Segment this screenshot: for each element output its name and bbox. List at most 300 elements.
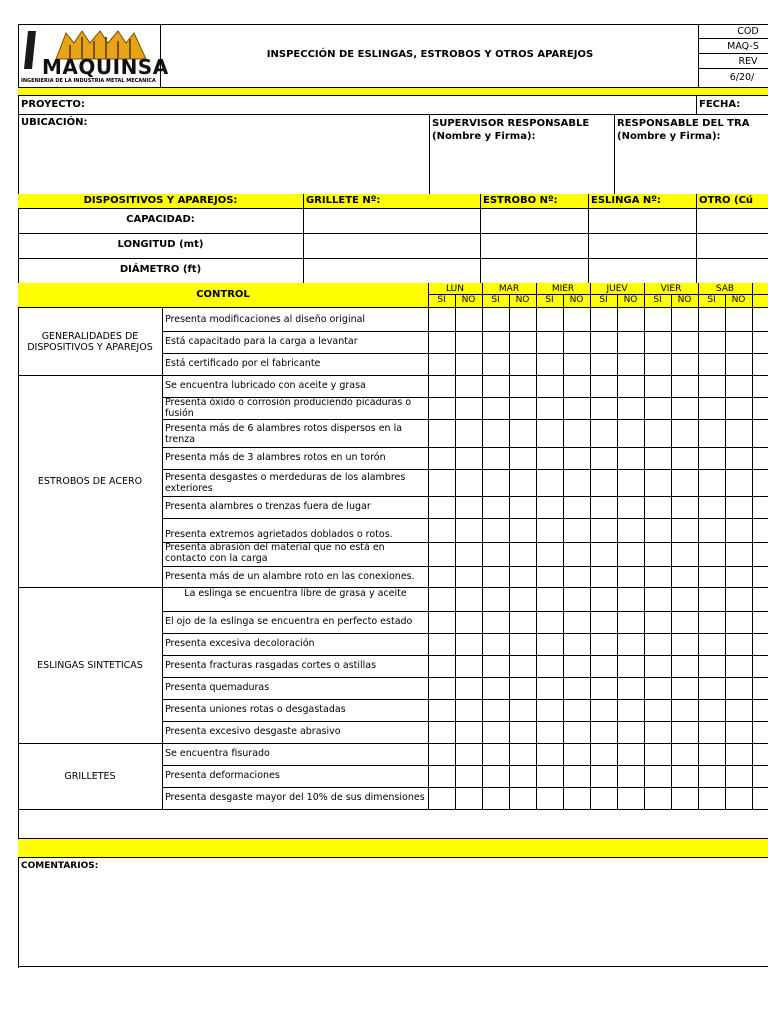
check-no-cell[interactable] (671, 496, 698, 518)
check-no-cell[interactable] (671, 331, 698, 353)
check-si-cell[interactable] (428, 496, 455, 518)
check-no-cell[interactable] (509, 447, 536, 469)
check-no-cell[interactable] (509, 721, 536, 743)
check-si-cell[interactable] (482, 542, 509, 566)
check-si-cell[interactable] (590, 469, 617, 496)
check-si-cell[interactable] (644, 721, 671, 743)
check-no-cell[interactable] (509, 518, 536, 542)
check-si-cell[interactable] (482, 353, 509, 375)
check-si-cell[interactable] (644, 787, 671, 809)
check-si-cell[interactable] (428, 469, 455, 496)
check-si-cell[interactable] (428, 743, 455, 765)
check-no-cell[interactable] (725, 469, 752, 496)
check-no-cell[interactable] (455, 518, 482, 542)
check-si-cell[interactable] (698, 397, 725, 419)
check-si-cell[interactable] (698, 331, 725, 353)
check-no-cell[interactable] (617, 655, 644, 677)
check-no-cell[interactable] (563, 353, 590, 375)
check-no-cell[interactable] (455, 633, 482, 655)
check-si-cell[interactable] (698, 655, 725, 677)
check-si-cell[interactable] (644, 611, 671, 633)
check-si-cell[interactable] (536, 375, 563, 397)
check-si-cell[interactable] (698, 566, 725, 587)
check-no-cell[interactable] (455, 566, 482, 587)
check-si-cell[interactable] (590, 419, 617, 447)
check-si-cell[interactable] (536, 677, 563, 699)
check-no-cell[interactable] (617, 721, 644, 743)
check-si-cell[interactable] (698, 309, 725, 331)
check-si-cell[interactable] (698, 743, 725, 765)
check-no-cell[interactable] (725, 677, 752, 699)
check-no-cell[interactable] (671, 699, 698, 721)
check-no-cell[interactable] (509, 611, 536, 633)
check-si-cell[interactable] (482, 787, 509, 809)
check-si-cell[interactable] (428, 566, 455, 587)
check-no-cell[interactable] (671, 542, 698, 566)
check-si-cell[interactable] (536, 331, 563, 353)
check-si-cell[interactable] (644, 419, 671, 447)
check-no-cell[interactable] (563, 633, 590, 655)
check-no-cell[interactable] (563, 611, 590, 633)
check-no-cell[interactable] (725, 743, 752, 765)
check-no-cell[interactable] (725, 611, 752, 633)
check-no-cell[interactable] (671, 375, 698, 397)
check-no-cell[interactable] (671, 611, 698, 633)
check-no-cell[interactable] (563, 518, 590, 542)
check-si-cell[interactable] (590, 611, 617, 633)
check-no-cell[interactable] (563, 587, 590, 611)
check-no-cell[interactable] (455, 611, 482, 633)
check-no-cell[interactable] (725, 397, 752, 419)
check-si-cell[interactable] (536, 699, 563, 721)
check-no-cell[interactable] (563, 375, 590, 397)
check-no-cell[interactable] (617, 496, 644, 518)
check-no-cell[interactable] (563, 765, 590, 787)
check-si-cell[interactable] (644, 447, 671, 469)
check-no-cell[interactable] (725, 542, 752, 566)
check-no-cell[interactable] (671, 447, 698, 469)
day-header-mier: MIER (551, 284, 575, 294)
check-si-cell[interactable] (482, 419, 509, 447)
check-no-cell[interactable] (563, 447, 590, 469)
check-no-cell[interactable] (671, 721, 698, 743)
check-si-cell[interactable] (590, 566, 617, 587)
check-si-cell[interactable] (428, 375, 455, 397)
check-no-cell[interactable] (509, 469, 536, 496)
check-no-cell[interactable] (617, 587, 644, 611)
check-no-cell[interactable] (671, 787, 698, 809)
no-header: NO (677, 295, 692, 305)
check-no-cell[interactable] (671, 566, 698, 587)
check-si-cell[interactable] (698, 518, 725, 542)
check-si-cell[interactable] (536, 587, 563, 611)
check-si-cell[interactable] (698, 375, 725, 397)
check-si-cell[interactable] (644, 353, 671, 375)
day-header-lun: LUN (446, 284, 464, 294)
check-no-cell[interactable] (725, 419, 752, 447)
check-no-cell[interactable] (671, 587, 698, 611)
check-si-cell[interactable] (590, 542, 617, 566)
check-no-cell[interactable] (509, 309, 536, 331)
check-si-cell[interactable] (698, 787, 725, 809)
check-no-cell[interactable] (671, 743, 698, 765)
check-no-cell[interactable] (509, 633, 536, 655)
check-si-cell[interactable] (644, 743, 671, 765)
check-no-cell[interactable] (671, 518, 698, 542)
check-no-cell[interactable] (509, 655, 536, 677)
si-header: SI (599, 295, 608, 305)
control-item-label: Presenta óxido o corrosión produciendo picaduras o fusión (165, 397, 412, 419)
check-si-cell[interactable] (428, 518, 455, 542)
check-si-cell[interactable] (482, 677, 509, 699)
check-si-cell[interactable] (428, 542, 455, 566)
check-si-cell[interactable] (536, 469, 563, 496)
check-si-cell[interactable] (536, 419, 563, 447)
check-no-cell[interactable] (725, 655, 752, 677)
check-si-cell[interactable] (482, 633, 509, 655)
check-si-cell[interactable] (590, 331, 617, 353)
check-no-cell[interactable] (671, 353, 698, 375)
check-si-cell[interactable] (644, 375, 671, 397)
check-si-cell[interactable] (428, 633, 455, 655)
company-logo (20, 25, 169, 87)
check-no-cell[interactable] (725, 765, 752, 787)
check-no-cell[interactable] (617, 397, 644, 419)
check-no-cell[interactable] (509, 397, 536, 419)
check-no-cell[interactable] (671, 677, 698, 699)
check-no-cell[interactable] (509, 375, 536, 397)
check-si-cell[interactable] (482, 447, 509, 469)
check-no-cell[interactable] (509, 566, 536, 587)
check-no-cell[interactable] (617, 353, 644, 375)
check-si-cell[interactable] (644, 496, 671, 518)
check-no-cell[interactable] (725, 699, 752, 721)
check-si-cell[interactable] (698, 542, 725, 566)
control-item-label: Presenta deformaciones (165, 770, 280, 781)
check-si-cell[interactable] (536, 787, 563, 809)
check-no-cell[interactable] (563, 469, 590, 496)
proyecto-label: PROYECTO: (21, 99, 85, 110)
check-no-cell[interactable] (617, 309, 644, 331)
check-si-cell[interactable] (428, 721, 455, 743)
check-no-cell[interactable] (563, 677, 590, 699)
device-row-diametro: DIÁMETRO (ft) (119, 264, 202, 275)
no-header: NO (623, 295, 638, 305)
check-no-cell[interactable] (563, 309, 590, 331)
group-label: GRILLETES (64, 770, 116, 782)
check-si-cell[interactable] (482, 765, 509, 787)
check-no-cell[interactable] (455, 765, 482, 787)
check-si-cell[interactable] (644, 331, 671, 353)
check-no-cell[interactable] (563, 566, 590, 587)
check-no-cell[interactable] (617, 699, 644, 721)
check-si-cell[interactable] (644, 655, 671, 677)
check-no-cell[interactable] (563, 419, 590, 447)
check-no-cell[interactable] (725, 633, 752, 655)
check-no-cell[interactable] (455, 419, 482, 447)
check-si-cell[interactable] (536, 655, 563, 677)
check-no-cell[interactable] (617, 611, 644, 633)
check-no-cell[interactable] (617, 633, 644, 655)
check-no-cell[interactable] (509, 353, 536, 375)
check-no-cell[interactable] (725, 496, 752, 518)
check-si-cell[interactable] (590, 447, 617, 469)
check-si-cell[interactable] (482, 309, 509, 331)
check-no-cell[interactable] (671, 309, 698, 331)
check-si-cell[interactable] (590, 353, 617, 375)
check-si-cell[interactable] (482, 566, 509, 587)
check-si-cell[interactable] (536, 765, 563, 787)
check-no-cell[interactable] (617, 469, 644, 496)
check-si-cell[interactable] (536, 611, 563, 633)
check-si-cell[interactable] (428, 699, 455, 721)
check-no-cell[interactable] (509, 787, 536, 809)
check-si-cell[interactable] (536, 353, 563, 375)
check-no-cell[interactable] (671, 765, 698, 787)
check-si-cell[interactable] (536, 566, 563, 587)
check-si-cell[interactable] (428, 447, 455, 469)
check-si-cell[interactable] (536, 721, 563, 743)
check-si-cell[interactable] (482, 469, 509, 496)
check-si-cell[interactable] (590, 765, 617, 787)
check-no-cell[interactable] (455, 699, 482, 721)
check-no-cell[interactable] (455, 496, 482, 518)
check-si-cell[interactable] (644, 469, 671, 496)
check-si-cell[interactable] (428, 419, 455, 447)
si-header: SI (545, 295, 554, 305)
check-si-cell[interactable] (698, 633, 725, 655)
check-no-cell[interactable] (725, 331, 752, 353)
check-si-cell[interactable] (536, 743, 563, 765)
check-si-cell[interactable] (644, 566, 671, 587)
check-no-cell[interactable] (509, 587, 536, 611)
check-si-cell[interactable] (590, 743, 617, 765)
check-si-cell[interactable] (428, 309, 455, 331)
control-item-label: Presenta desgastes o merdeduras de los alambres exteriores (165, 472, 406, 494)
check-no-cell[interactable] (509, 496, 536, 518)
check-no-cell[interactable] (563, 331, 590, 353)
check-no-cell[interactable] (617, 566, 644, 587)
control-item-label: Presenta excesivo desgaste abrasivo (165, 726, 341, 737)
control-item-label: La eslinga se encuentra libre de grasa y aceite (184, 588, 407, 599)
check-no-cell[interactable] (509, 677, 536, 699)
check-no-cell[interactable] (725, 587, 752, 611)
check-si-cell[interactable] (644, 518, 671, 542)
check-no-cell[interactable] (725, 518, 752, 542)
code-line: COD (737, 26, 759, 37)
si-header: SI (653, 295, 662, 305)
check-no-cell[interactable] (455, 397, 482, 419)
check-si-cell[interactable] (644, 309, 671, 331)
check-no-cell[interactable] (455, 787, 482, 809)
check-no-cell[interactable] (509, 699, 536, 721)
check-no-cell[interactable] (617, 542, 644, 566)
check-si-cell[interactable] (482, 611, 509, 633)
check-si-cell[interactable] (536, 397, 563, 419)
check-si-cell[interactable] (644, 397, 671, 419)
check-si-cell[interactable] (536, 542, 563, 566)
check-si-cell[interactable] (698, 587, 725, 611)
code-line: REV (738, 56, 758, 67)
check-no-cell[interactable] (617, 447, 644, 469)
check-no-cell[interactable] (671, 633, 698, 655)
check-si-cell[interactable] (698, 353, 725, 375)
check-si-cell[interactable] (482, 375, 509, 397)
check-si-cell[interactable] (482, 699, 509, 721)
check-si-cell[interactable] (482, 743, 509, 765)
check-no-cell[interactable] (617, 743, 644, 765)
check-no-cell[interactable] (509, 331, 536, 353)
check-no-cell[interactable] (563, 542, 590, 566)
check-no-cell[interactable] (725, 353, 752, 375)
check-si-cell[interactable] (428, 787, 455, 809)
check-no-cell[interactable] (563, 787, 590, 809)
check-si-cell[interactable] (482, 721, 509, 743)
check-si-cell[interactable] (482, 397, 509, 419)
check-no-cell[interactable] (725, 447, 752, 469)
control-item-label: Presenta más de 6 alambres rotos dispersos en la trenza (165, 423, 403, 445)
check-no-cell[interactable] (455, 743, 482, 765)
form-title: INSPECCIÓN DE ESLINGAS, ESTROBOS Y OTROS APAREJOS (266, 49, 594, 60)
check-si-cell[interactable] (536, 633, 563, 655)
check-si-cell[interactable] (590, 721, 617, 743)
check-no-cell[interactable] (563, 397, 590, 419)
check-no-cell[interactable] (725, 309, 752, 331)
check-no-cell[interactable] (563, 721, 590, 743)
check-no-cell[interactable] (455, 655, 482, 677)
check-no-cell[interactable] (617, 765, 644, 787)
check-no-cell[interactable] (509, 419, 536, 447)
check-no-cell[interactable] (725, 721, 752, 743)
control-item-label: Presenta quemaduras (165, 682, 270, 693)
responsable-label: RESPONSABLE DEL TRA (Nombre y Firma): (617, 118, 750, 142)
check-no-cell[interactable] (671, 655, 698, 677)
check-no-cell[interactable] (725, 787, 752, 809)
check-si-cell[interactable] (698, 765, 725, 787)
check-no-cell[interactable] (563, 496, 590, 518)
check-si-cell[interactable] (428, 611, 455, 633)
check-no-cell[interactable] (455, 587, 482, 611)
check-si-cell[interactable] (428, 677, 455, 699)
check-no-cell[interactable] (617, 419, 644, 447)
check-no-cell[interactable] (671, 469, 698, 496)
check-si-cell[interactable] (482, 496, 509, 518)
check-no-cell[interactable] (671, 419, 698, 447)
control-item-label: Presenta excesiva decoloración (165, 638, 315, 649)
si-header: SI (491, 295, 500, 305)
check-si-cell[interactable] (644, 587, 671, 611)
check-no-cell[interactable] (671, 397, 698, 419)
check-no-cell[interactable] (617, 331, 644, 353)
check-si-cell[interactable] (590, 375, 617, 397)
check-no-cell[interactable] (563, 743, 590, 765)
check-si-cell[interactable] (536, 518, 563, 542)
check-no-cell[interactable] (455, 677, 482, 699)
check-si-cell[interactable] (590, 309, 617, 331)
check-si-cell[interactable] (590, 633, 617, 655)
check-si-cell[interactable] (536, 447, 563, 469)
check-no-cell[interactable] (455, 447, 482, 469)
check-no-cell[interactable] (617, 677, 644, 699)
check-si-cell[interactable] (698, 419, 725, 447)
control-item-label: Presenta más de 3 alambres rotos en un torón (165, 452, 386, 463)
check-si-cell[interactable] (590, 655, 617, 677)
check-si-cell[interactable] (428, 331, 455, 353)
code-line: 6/20/ (729, 72, 755, 83)
control-item-label: Presenta modificaciones al diseño original (165, 314, 366, 325)
check-si-cell[interactable] (698, 677, 725, 699)
check-si-cell[interactable] (536, 496, 563, 518)
code-line: MAQ-S (727, 41, 759, 52)
check-no-cell[interactable] (455, 309, 482, 331)
check-si-cell[interactable] (644, 765, 671, 787)
check-si-cell[interactable] (590, 518, 617, 542)
control-item-label: Se encuentra lubricado con aceite y grasa (165, 380, 366, 391)
check-no-cell[interactable] (563, 655, 590, 677)
check-si-cell[interactable] (590, 397, 617, 419)
check-no-cell[interactable] (725, 566, 752, 587)
check-si-cell[interactable] (428, 353, 455, 375)
check-si-cell[interactable] (590, 699, 617, 721)
control-item-label: Presenta abrasión del material que no está en contacto con la carga (165, 542, 385, 564)
check-si-cell[interactable] (590, 677, 617, 699)
check-si-cell[interactable] (698, 469, 725, 496)
check-no-cell[interactable] (455, 375, 482, 397)
check-si-cell[interactable] (698, 721, 725, 743)
check-si-cell[interactable] (482, 655, 509, 677)
check-si-cell[interactable] (698, 447, 725, 469)
logo-tagline: INGENIERIA DE LA INDUSTRIA METAL MECANICA (21, 78, 156, 84)
control-item-label: Está capacitado para la carga a levantar (165, 336, 358, 347)
check-si-cell[interactable] (428, 765, 455, 787)
check-no-cell[interactable] (617, 375, 644, 397)
check-no-cell[interactable] (455, 542, 482, 566)
check-si-cell[interactable] (644, 699, 671, 721)
check-no-cell[interactable] (725, 375, 752, 397)
check-si-cell[interactable] (590, 496, 617, 518)
check-si-cell[interactable] (536, 309, 563, 331)
check-si-cell[interactable] (698, 496, 725, 518)
check-si-cell[interactable] (482, 331, 509, 353)
check-no-cell[interactable] (617, 787, 644, 809)
check-si-cell[interactable] (590, 587, 617, 611)
device-row-capacidad: CAPACIDAD: (126, 214, 195, 225)
check-no-cell[interactable] (617, 518, 644, 542)
check-si-cell[interactable] (698, 699, 725, 721)
si-header: SI (437, 295, 446, 305)
check-no-cell[interactable] (455, 331, 482, 353)
check-no-cell[interactable] (455, 721, 482, 743)
check-si-cell[interactable] (482, 587, 509, 611)
no-header: NO (515, 295, 530, 305)
check-si-cell[interactable] (482, 518, 509, 542)
check-si-cell[interactable] (644, 542, 671, 566)
check-no-cell[interactable] (509, 542, 536, 566)
check-no-cell[interactable] (455, 469, 482, 496)
check-no-cell[interactable] (509, 743, 536, 765)
check-si-cell[interactable] (428, 587, 455, 611)
check-si-cell[interactable] (428, 397, 455, 419)
check-si-cell[interactable] (698, 611, 725, 633)
check-no-cell[interactable] (563, 699, 590, 721)
check-no-cell[interactable] (455, 353, 482, 375)
check-si-cell[interactable] (644, 633, 671, 655)
check-si-cell[interactable] (644, 677, 671, 699)
check-si-cell[interactable] (428, 655, 455, 677)
day-header-sab: SAB (715, 284, 735, 294)
check-no-cell[interactable] (509, 765, 536, 787)
check-si-cell[interactable] (590, 787, 617, 809)
